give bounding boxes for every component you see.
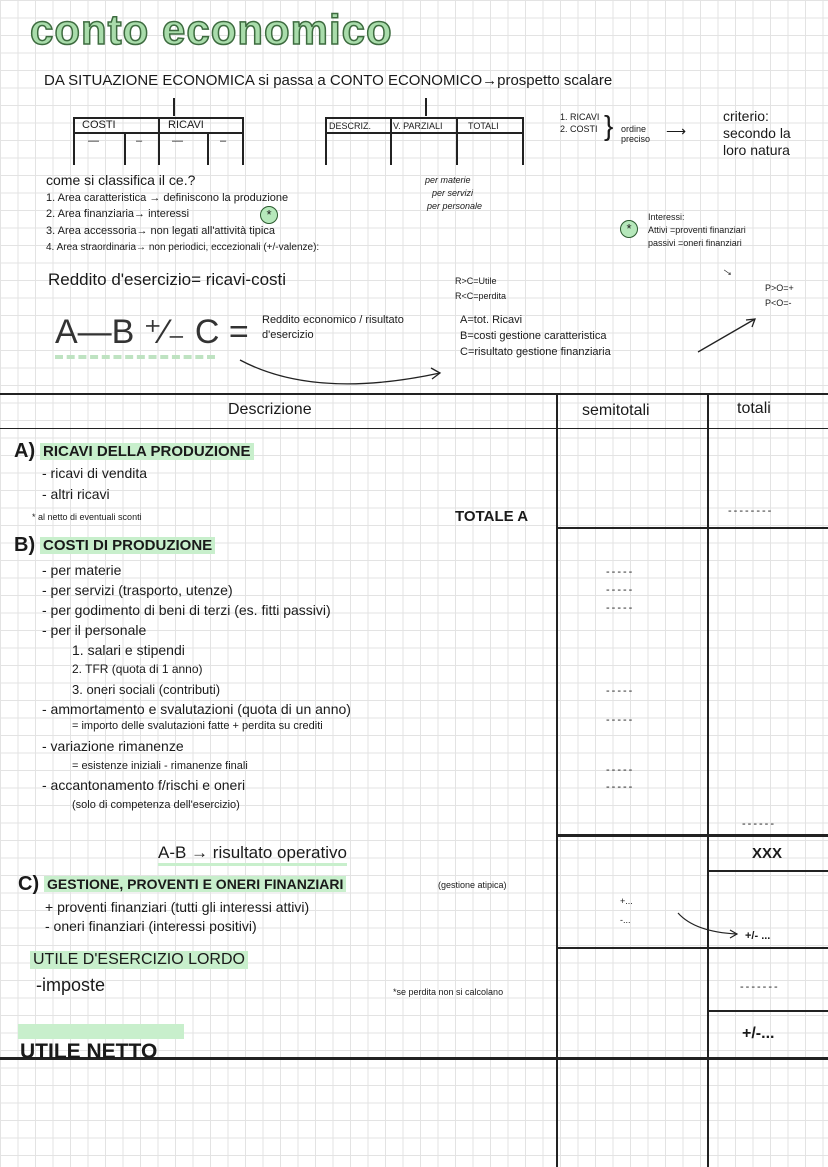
b-subitem: 3. oneri sociali (contributi): [72, 682, 221, 697]
arrow-icon: →: [718, 259, 740, 281]
order-label: ordine preciso: [621, 124, 651, 144]
star-icon: *: [260, 206, 278, 224]
arrow-icon: ⟶: [666, 123, 687, 139]
star-icon: *: [620, 220, 638, 238]
utile-netto: UTILE NETTO: [20, 1040, 158, 1063]
b-item: - accantonamento f/rischi e oneri: [42, 777, 246, 793]
classify-item: 4. Area straordinaria→ non periodici, eccezionali (+/-valenze):: [46, 242, 320, 253]
ab-value: XXX: [752, 845, 783, 862]
page-title: conto economico: [30, 6, 393, 53]
b-item: - per godimento di beni di terzi (es. fitti passivi): [42, 602, 331, 618]
sketch-header-ricavi: RICAVI: [168, 119, 204, 131]
classify-item: 1. Area caratteristica → definiscono la produzione: [46, 192, 289, 204]
section-c-title: GESTIONE, PROVENTI E ONERI FINANZIARI: [44, 876, 346, 892]
header-descrizione: Descrizione: [228, 401, 312, 418]
branch: per materie: [425, 175, 471, 185]
a-item: - ricavi di vendita: [42, 465, 148, 481]
interessi-attivi: Attivi =proventi finanziari: [648, 225, 746, 235]
legend-a: A=tot. Ricavi: [460, 314, 523, 326]
b-subitem: 1. salari e stipendi: [72, 642, 185, 658]
b-item: - per materie: [42, 562, 122, 578]
section-letter-b: B): [14, 534, 36, 556]
a-note: * al netto di eventuali sconti: [32, 512, 142, 522]
sketch-header-descrizione: DESCRIZ.: [329, 121, 372, 131]
semi-dash: -----: [606, 566, 635, 578]
abc-formula: A—B ⁺⁄₋ C =: [55, 313, 249, 351]
section-b-title: COSTI DI PRODUZIONE: [40, 537, 215, 554]
a-item: - altri ricavi: [42, 486, 110, 502]
b-item: - ammortamento e svalutazioni (quota di un anno): [42, 701, 351, 717]
abc-label: Reddito economico / risultato d'esercizio: [262, 314, 404, 341]
interessi-title: Interessi:: [648, 212, 685, 222]
curved-arrow-icon: [675, 910, 745, 940]
b-subitem: 2. TFR (quota di 1 anno): [72, 662, 203, 676]
ab-label: A-B → risultato operativo: [158, 843, 347, 866]
section-c-note: (gestione atipica): [438, 880, 507, 890]
sketch-header-totali: TOTALI: [468, 121, 499, 131]
arrow-icon: [695, 315, 760, 355]
c-total: +/- ...: [745, 930, 771, 942]
header-semitotali: semitotali: [582, 402, 650, 419]
b-item: - variazione rimanenze: [42, 738, 184, 754]
sketch-cell: –: [220, 135, 227, 147]
po-minus: P<O=-: [765, 298, 792, 308]
b-note: (solo di competenza dell'esercizio): [72, 799, 240, 811]
imposte: -imposte: [36, 975, 106, 995]
totale-a-value: --------: [728, 505, 774, 517]
sketch-cell: –: [136, 135, 143, 147]
criterion: criterio: secondo la loro natura: [723, 108, 791, 158]
reddito-utile: R>C=Utile: [455, 276, 497, 286]
sketch-cell: —: [172, 135, 183, 147]
classify-item: 3. Area accessoria→ non legati all'attività tipica: [46, 225, 275, 237]
legend-b: B=costi gestione caratteristica: [460, 330, 607, 342]
b-item: - per il personale: [42, 622, 147, 638]
semi-dash: -----: [606, 764, 635, 776]
section-a-title: RICAVI DELLA PRODUZIONE: [40, 443, 254, 460]
b-total-dash: ------: [742, 818, 776, 830]
branch: per personale: [427, 201, 483, 211]
semi-dash: -----: [606, 781, 635, 793]
section-letter-c: C): [18, 873, 40, 895]
curved-arrow-icon: [235, 355, 445, 385]
header-totali: totali: [737, 400, 771, 417]
utile-lordo: UTILE D'ESERCIZIO LORDO: [30, 951, 248, 969]
order-item: 2. COSTI: [560, 124, 598, 134]
imposte-value: -------: [740, 981, 780, 993]
legend-c: C=risultato gestione finanziaria: [460, 346, 611, 358]
intro-text: DA SITUAZIONE ECONOMICA si passa a CONTO ECONOMICO→prospetto scalare: [44, 72, 613, 89]
semi-dash: -----: [606, 584, 635, 596]
semi-dash: -----: [606, 602, 635, 614]
c-semi: -...: [620, 915, 631, 925]
semi-dash: -----: [606, 685, 635, 697]
b-item: - per servizi (trasporto, utenze): [42, 582, 233, 598]
c-item: - oneri finanziari (interessi positivi): [45, 918, 257, 934]
semi-dash: -----: [606, 714, 635, 726]
reddito-formula: Reddito d'esercizio= ricavi-costi: [48, 270, 287, 289]
order-item: 1. RICAVI: [560, 112, 600, 122]
c-semi: +...: [620, 896, 633, 906]
b-note: = esistenze iniziali - rimanenze finali: [72, 760, 248, 772]
po-plus: P>O=+: [765, 283, 794, 293]
imposte-note: *se perdita non si calcolano: [393, 987, 504, 997]
c-item: + proventi finanziari (tutti gli interessi attivi): [45, 899, 310, 915]
b-note: = importo delle svalutazioni fatte + perdita su crediti: [72, 720, 323, 732]
sketch-header-parziali: V. PARZIALI: [393, 121, 443, 131]
sketch-header-costi: COSTI: [82, 119, 116, 131]
section-letter-a: A): [14, 440, 36, 462]
brace-icon: }: [604, 110, 614, 141]
classify-item: 2. Area finanziaria→ interessi: [46, 208, 190, 220]
interessi-passivi: passivi =oneri finanziari: [648, 238, 742, 248]
highlight-bar: [18, 1024, 184, 1039]
reddito-perdita: R<C=perdita: [455, 291, 507, 301]
totale-a-label: TOTALE A: [455, 508, 529, 525]
utile-netto-value: +/-...: [742, 1025, 775, 1042]
classify-question: come si classifica il ce.?: [46, 172, 196, 188]
branch: per servizi: [432, 188, 474, 198]
sketch-cell: —: [88, 135, 99, 147]
dashed-underline: [55, 355, 215, 359]
